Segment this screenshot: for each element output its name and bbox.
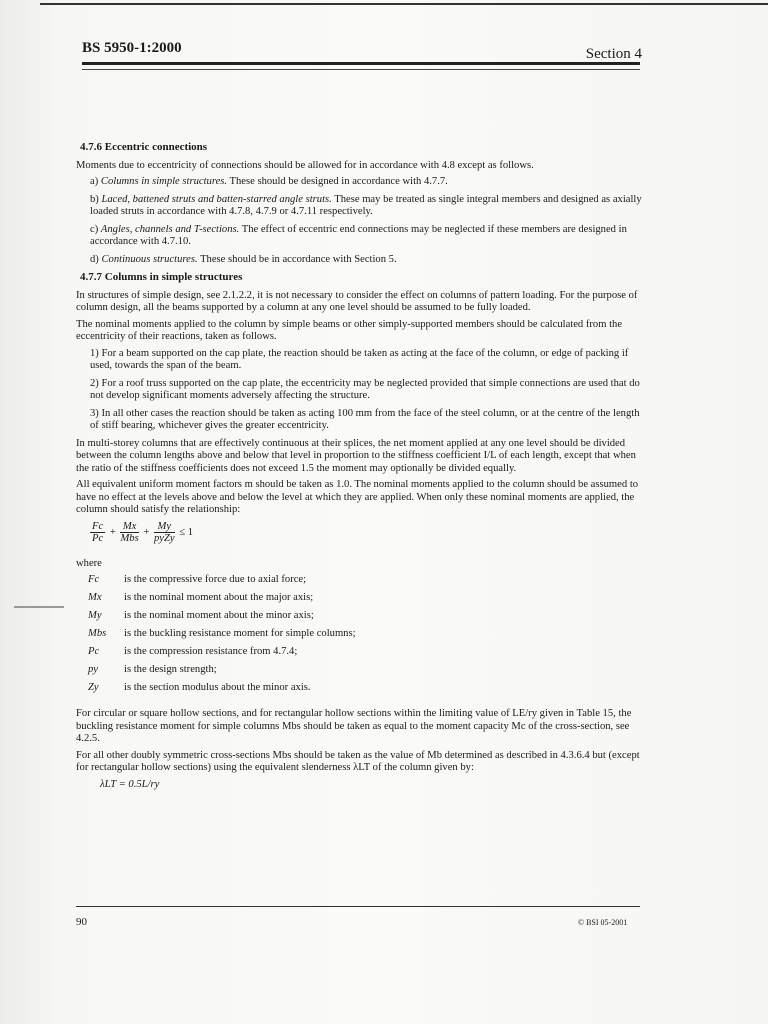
paragraph-4-7-7-3: In multi-storey columns that are effectively continuous at their splices, the net moment applied at any one level should be divided between the column lengths above and below that level in proportion to the stiffness coefficient I/L of each length, except that when the ratio of the stiffness coefficients does not exceed 1.5 the moment may optionally be divided equally.	[76, 437, 636, 474]
fraction-numerator: My	[154, 521, 175, 533]
item-b-label: b)	[90, 193, 102, 205]
symbol: Zy	[88, 682, 99, 693]
fraction-my-pyzy	[154, 521, 175, 544]
symbol-description: is the section modulus about the minor axis.	[124, 682, 311, 693]
section-label: Section 4	[585, 46, 642, 62]
paragraph-4-7-7-4: All equivalent uniform moment factors m should be taken as 1.0. The nominal moments applied to the column should be assumed to have no effect at the levels above and below the level at which they are applied. When only these nominal moments are applied, the column should satisfy the relationship:	[76, 479, 639, 515]
list-item-d	[90, 254, 648, 267]
symbol: My	[88, 610, 102, 621]
symbol-row	[88, 574, 356, 592]
paragraph-4-7-7-2: The nominal moments applied to the column by simple beams or other simply-supported members should be calculated from the eccentricity of their reactions, taken as follows.	[76, 318, 623, 342]
symbol-description: is the compressive force due to axial force;	[124, 574, 307, 585]
symbol: Pc	[88, 646, 100, 657]
fraction-fc-pc	[90, 521, 105, 544]
interaction-equation	[88, 521, 648, 544]
scan-edge-line	[40, 3, 768, 5]
item-a-text: These should be designed in accordance with 4.7.7.	[227, 176, 448, 187]
paragraph-4-7-7-5: For circular or square hollow sections, and for rectangular hollow sections within the limiting value of LE/ry given in Table 15, the buckling resistance moment for simple columns Mbs should be taken as equal to the moment capacity Mc of the cross-section, see 4.2.5.	[76, 708, 632, 744]
header-rule-thick	[82, 62, 640, 65]
list-item-c	[90, 224, 648, 249]
fraction-numerator: Fc	[92, 520, 104, 532]
fraction-denominator: pyZy	[154, 532, 175, 544]
symbol: py	[88, 664, 98, 675]
fraction-numerator: Mx	[120, 521, 138, 533]
paragraph-4-7-7-6: For all other doubly symmetric cross-sections Mbs should be taken as the value of Mb determined as described in 4.3.6.4 but (except for rectangular hollow sections) using the equivalent slenderness λLT of the column given by:	[76, 749, 640, 773]
item-c-label: c)	[90, 223, 101, 235]
standard-number: BS 5950-1:2000	[82, 40, 182, 56]
list-item-b	[90, 194, 648, 219]
item-a-title: Columns in simple structures.	[100, 176, 228, 187]
item-c-text: The effect of eccentric end connections may be neglected if these members are designed in accordance with 4.7.10.	[90, 223, 627, 247]
symbol-description: is the buckling resistance moment for simple columns;	[124, 628, 356, 639]
numbered-item-1: 1) For a beam supported on the cap plate, the reaction should be taken as acting at the face of the column, or edge of packing if used, towards the span of the beam.	[90, 347, 629, 371]
fraction-mx-mbs	[120, 521, 138, 544]
plus-sign: +	[140, 526, 152, 538]
item-b-title: Laced, battened struts and batten-starred angle struts.	[101, 193, 332, 205]
footer-rule	[76, 906, 640, 907]
numbered-item-3: 3) In all other cases the reaction should be taken as acting 100 mm from the face of the steel column, or at the centre of the length of stiff bearing, whichever gives the greater eccentricity.	[90, 407, 640, 431]
symbol-description: is the nominal moment about the major axis;	[124, 592, 314, 603]
item-d-title: Continuous structures.	[101, 253, 198, 265]
paragraph-4-7-7-1: In structures of simple design, see 2.1.2.2, it is not necessary to consider the effect on columns of pattern loading. For the purpose of column design, all the beams supported by a column at any one level should be assumed to be fully loaded.	[76, 289, 638, 313]
item-d-label: d)	[90, 253, 102, 265]
symbol-row	[88, 592, 356, 610]
symbol: Mbs	[88, 628, 107, 639]
item-a-label: a)	[90, 176, 101, 187]
symbol-row	[88, 628, 356, 646]
plus-sign: +	[107, 526, 119, 538]
item-d-text: These should be in accordance with Section 5.	[197, 253, 397, 265]
copyright-notice: © BSI 05-2001	[578, 918, 628, 927]
equation-rhs: ≤ 1	[176, 526, 194, 538]
symbol-description: is the nominal moment about the minor axis;	[124, 610, 314, 621]
numbered-item-2: 2) For a roof truss supported on the cap plate, the eccentricity may be neglected provided that simple connections are used that do not develop significant moments adversely affecting the structure.	[90, 377, 640, 401]
symbol-definitions	[88, 574, 356, 700]
item-c-title: Angles, channels and T-sections.	[100, 223, 240, 235]
symbol-row	[88, 664, 356, 682]
fraction-denominator: Mbs	[120, 532, 139, 544]
symbol-row	[88, 682, 356, 700]
scan-margin-mark	[14, 606, 64, 608]
symbol-row	[88, 610, 356, 628]
item-b-text: These may be treated as single integral members and designed as axially loaded struts in accordance with 4.7.8, 4.7.9 or 4.7.11 respectively.	[90, 193, 642, 217]
page-number: 90	[76, 916, 87, 928]
symbol: Mx	[88, 592, 102, 603]
heading-4-7-6: 4.7.6 Eccentric connections	[80, 141, 208, 153]
list-item-a	[90, 176, 648, 189]
symbol-description: is the design strength;	[124, 664, 217, 675]
heading-4-7-7: 4.7.7 Columns in simple structures	[80, 271, 243, 283]
where-label: where	[76, 557, 102, 569]
symbol: Fc	[88, 574, 100, 585]
symbol-description: is the compression resistance from 4.7.4;	[124, 646, 298, 657]
header-rule-thin	[82, 69, 640, 70]
slenderness-equation: λLT = 0.5L/ry	[100, 778, 160, 790]
fraction-denominator: Pc	[92, 532, 104, 544]
paragraph-4-7-6-intro: Moments due to eccentricity of connections should be allowed for in accordance with 4.8 except as follows.	[76, 159, 534, 171]
page-body	[76, 141, 648, 791]
symbol-row	[88, 646, 356, 664]
